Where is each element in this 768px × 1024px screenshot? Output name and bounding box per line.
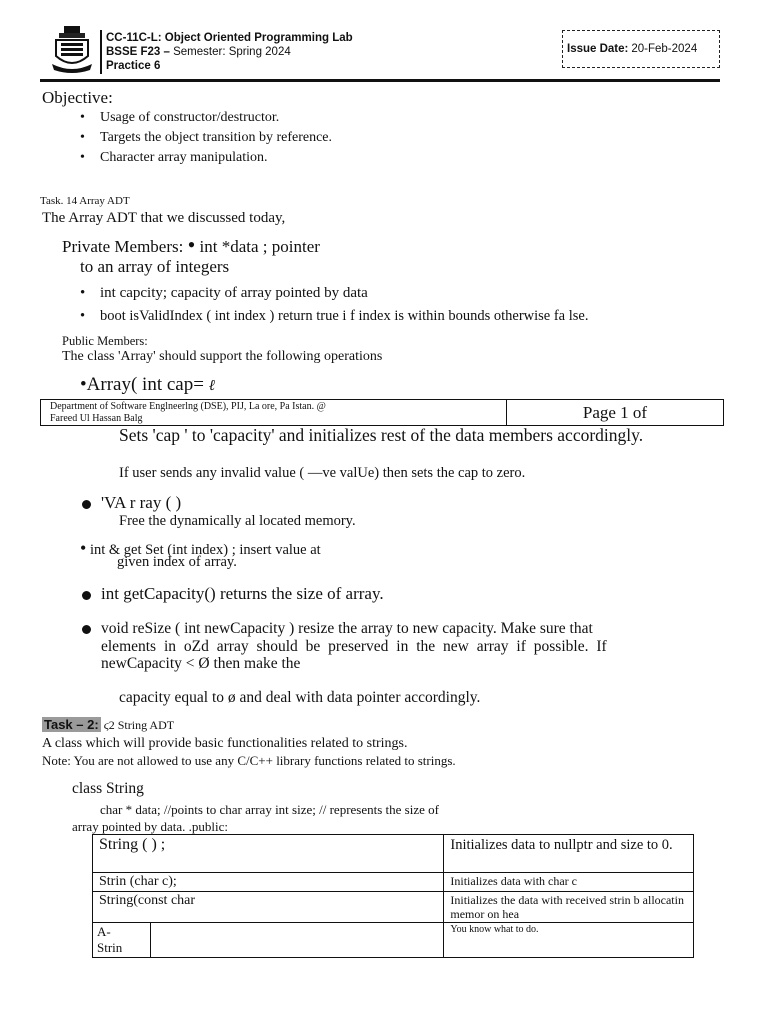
class-members-line1: char * data; //points to char array int size; // represents the size of (100, 802, 439, 817)
task1-intro: The Array ADT that we discussed today, (42, 210, 286, 226)
objective-list (80, 108, 332, 168)
task1-heading: Task. 14 Array ADT (40, 195, 130, 207)
public-members-intro: The class 'Array' should support the following operations (62, 349, 383, 364)
method-signature: Strin (char c); (93, 873, 444, 892)
table-row (93, 892, 694, 923)
task2-heading: Task – 2: ϛ2 String ADT (44, 717, 175, 732)
constructor-desc: Sets 'cap ' to 'capacity' and initializes rest of the data members accordingly. (119, 425, 644, 445)
batch-semester: BSSE F23 – Semester: Spring 2024 (106, 46, 291, 58)
private-members-list (80, 285, 588, 325)
resize-line1: void reSize ( int newCapacity ) resize the array to new capacity. Make sure that (82, 620, 593, 638)
page-number-box: Page 1 of (506, 399, 724, 426)
private-members-line: Private Members: • int *data ; pointer (62, 232, 320, 257)
method-description: Initializes the data with received strin b allocatin memor on hea (444, 892, 694, 923)
header-divider (100, 30, 102, 74)
university-crest-logo (50, 24, 94, 74)
bullet-dot (82, 591, 91, 600)
objective-item: • Targets the object transition by reference. (80, 128, 332, 148)
header-rule (40, 79, 720, 82)
getset-desc: given index of array. (117, 554, 237, 570)
bullet-dot (82, 500, 91, 509)
class-members-line2: array pointed by data. .public: (72, 819, 228, 834)
method-description: You know what to do. (444, 923, 694, 958)
objective-title: Objective: (42, 88, 113, 107)
task2-label: Task – 2: (44, 717, 99, 732)
issue-date-box: Issue Date: 20-Feb-2024 (562, 30, 720, 68)
destructor-line: 'VA r ray ( ) (82, 493, 181, 513)
getcapacity-line: int getCapacity() returns the size of array. (82, 584, 384, 604)
objective-item: • Character array manipulation. (80, 148, 332, 168)
getset-line: • int & get Set (int index) ; insert value at (80, 538, 321, 558)
private-members-line2: to an array of integers (80, 257, 230, 276)
objective-item: • Usage of constructor/destructor. (80, 108, 332, 128)
resize-line2: elements in oZd array should be preserved in the new array if possible. If (101, 638, 607, 655)
invalid-value-desc: If user sends any invalid value ( —ve valUe) then sets the cap to zero. (119, 465, 526, 481)
table-row (93, 835, 694, 873)
footer-department: Department of Software Englneerlng (DSE), PIJ, La ore, Pa Istan. @ Fareed Ul Hassan Balg (50, 401, 326, 424)
header-title-block (106, 31, 353, 73)
practice-number: Practice 6 (106, 60, 161, 72)
task2-desc: A class which will provide basic functionalities related to strings. (42, 736, 408, 751)
task2-note: Note: You are not allowed to use any C/C++ library functions related to strings. (42, 753, 456, 768)
private-member-item: • boot isValidIndex ( int index ) return true i f index is within bounds otherwise fa lse. (80, 308, 588, 325)
destructor-desc: Free the dynamically al located memory. (119, 513, 356, 529)
public-members-label: Public Members: (62, 334, 148, 348)
method-description: Initializes data with char c (444, 873, 694, 892)
method-signature: A- Strin (93, 923, 151, 957)
method-description: Initializes data to nullptr and size to 0. (444, 835, 694, 873)
private-member-item: • int capcity; capacity of array pointed by data (80, 285, 588, 302)
course-title: CC-11C-L: Object Oriented Programming Lab (106, 32, 353, 44)
method-signature: String ( ) ; (93, 835, 444, 873)
class-string-line: class String (72, 780, 144, 797)
bullet-dot (82, 625, 91, 634)
method-signature: String(const char (93, 892, 444, 923)
constructor-signature: •Array( int cap= ℓ (80, 374, 215, 395)
resize-line3: newCapacity < Ø then make the (101, 655, 301, 672)
string-methods-table (92, 834, 694, 958)
table-row (93, 873, 694, 892)
resize-line4: capacity equal to ø and deal with data pointer accordingly. (119, 689, 481, 706)
table-row (93, 923, 694, 958)
